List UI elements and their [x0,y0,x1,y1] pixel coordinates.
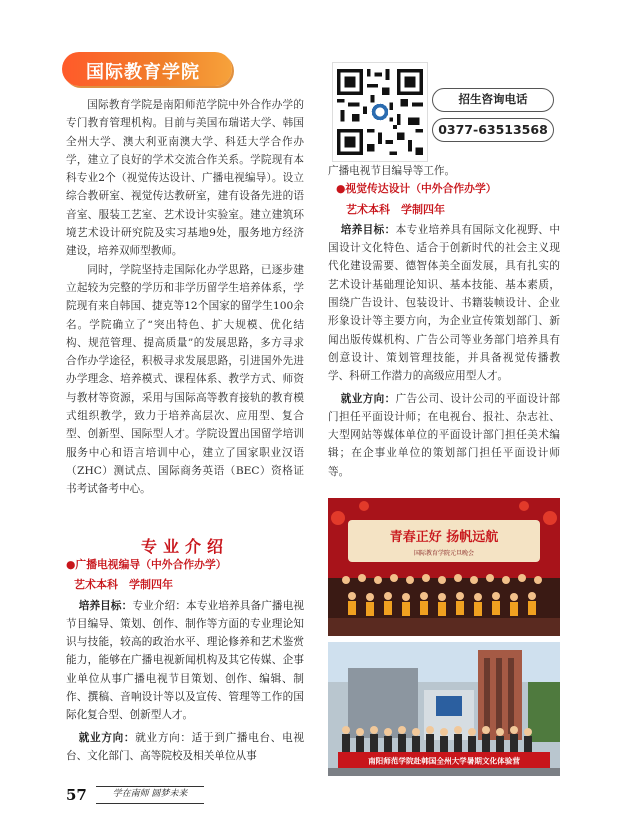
major-1-goal-label: 培养目标： [78,599,133,612]
stage-banner-subtext: 国际教育学院元旦晚会 [413,550,475,557]
right-column [328,162,560,481]
footer-slogan: 学在南师 圆梦未来 [96,786,204,804]
major-2-goal-text: 本专业培养具有国际文化视野、中国设计文化特色、适合于创新时代的社会主义现代化建设需要、德智体美全面发展，具有扎实的艺术设计基础理论知识、基本技能、基本素质，围绕广告设计、包装设计、书籍装帧设计、企业形象设计等主要方向，为企业宣传策划部门、新闻出版传媒机构、广告公司等业务部门培养具有创意设计、策划管理技能，并具备视觉传播教学、科研工作潜力的高级应用型人才。 [328,223,561,383]
major-1-name: ●广播电视编导（中外合作办学） [66,558,227,571]
contact-phone: 0377-63513568 [432,118,554,142]
major-2-career [328,390,560,481]
contact-box [432,88,554,148]
stage-photo-image [328,498,560,636]
qr-code [332,62,428,162]
qr-code-icon [333,63,427,161]
title-banner [62,52,232,86]
major-1-career-label: 就业方向： [78,731,136,744]
major-1 [66,556,304,765]
major-2-degree: 艺术本科 学制四年 [346,202,445,216]
major-2-goal [328,221,560,386]
major-1-career-cont: 广播电视节目编导等工作。 [328,165,456,177]
major-1-goal [66,597,304,725]
intro-paragraph-1: 国际教育学院是南阳师范学院中外合作办学的专门教育管理机构。目前与美国布瑞诺大学、韩国全州大学、澳大利亚南澳大学、科廷大学合作办学，建立了良好的学术交流合作关系。学院现有本科专业2个（视觉传达设计、广播电视编导）。设立综合教研室、视觉传达教研室，建有设备先进的语音室、服装工艺室、艺术设计实验室。建立建筑环境艺术设计研究院及实习基地9处，服务地方经济建设，培养双师型教师。 [66,99,304,258]
major-1-goal-text: 专业介绍：本专业培养具备广播电视节目编导、策划、创作、制作等方面的专业理论知识与技能，较高的政治水平、理论修养和艺术鉴赏能力，能够在广播电视新闻机构及其它传媒、企事业单位从事广播电视节目策划、创作、编辑、制作、撰稿、音响设计等以及宣传、管理等工作的国际化复合型、创新型人才。 [66,599,304,722]
page-number: 57 [66,786,87,804]
section-title: 专业介绍 [140,537,229,556]
intro-paragraph-2: 同时，学院坚持走国际化办学思路，已逐步建立起较为完整的学历和非学历留学生培养体系，学院现有来自韩国、捷克等12个国家的留学生100余名。学院确立了“突出特色、扩大规模、优化结构、规范管理、提高质量”的发展思路，多方寻求合作办学途径，积极寻求发展思路，引进国外先进办学理念、培养模式、课程体系、教学方式、师资与教材等资源，采用与国际高等教育接轨的教育模式组织教学，致力于培养高层次、应用型、复合型、创新型、国际型人才。学院设置出国留学培训服务中心和语言培训中心，建立了国家职业汉语（ZHC）测试点、国际商务英语（BEC）资格证书考试备考中心。 [66,263,304,496]
campus-banner-text: 南阳师范学院赴韩国全州大学暑期文化体验营 [368,756,520,766]
group-photo-campus [328,642,560,776]
major-1-degree: 艺术本科 学制四年 [74,578,173,592]
group-photo-stage [328,498,560,636]
major-2-career-text: 广告公司、设计公司的平面设计部门担任平面设计师；在电视台、报社、杂志社、大型网站等媒体单位的平面设计部门担任美术编辑；在企事业单位的策划部门担任平面设计师等。 [328,392,561,478]
major-2-goal-label: 培养目标： [340,223,396,236]
title-text: 国际教育学院 [86,62,200,83]
intro-text [66,96,304,499]
major-2-name: ●视觉传达设计（中外合作办学） [336,182,497,196]
page-title [62,52,232,86]
major-1-career [66,729,304,766]
major-2-career-label: 就业方向： [340,392,396,405]
major-1-career-text: 就业方向：适于到广播电台、电视台、文化部门、高等院校及相关单位从事 [66,731,305,762]
stage-banner-text: 青春正好 扬帆远航 [389,530,499,545]
contact-label: 招生咨询电话 [432,88,554,112]
campus-photo-image [328,642,560,776]
